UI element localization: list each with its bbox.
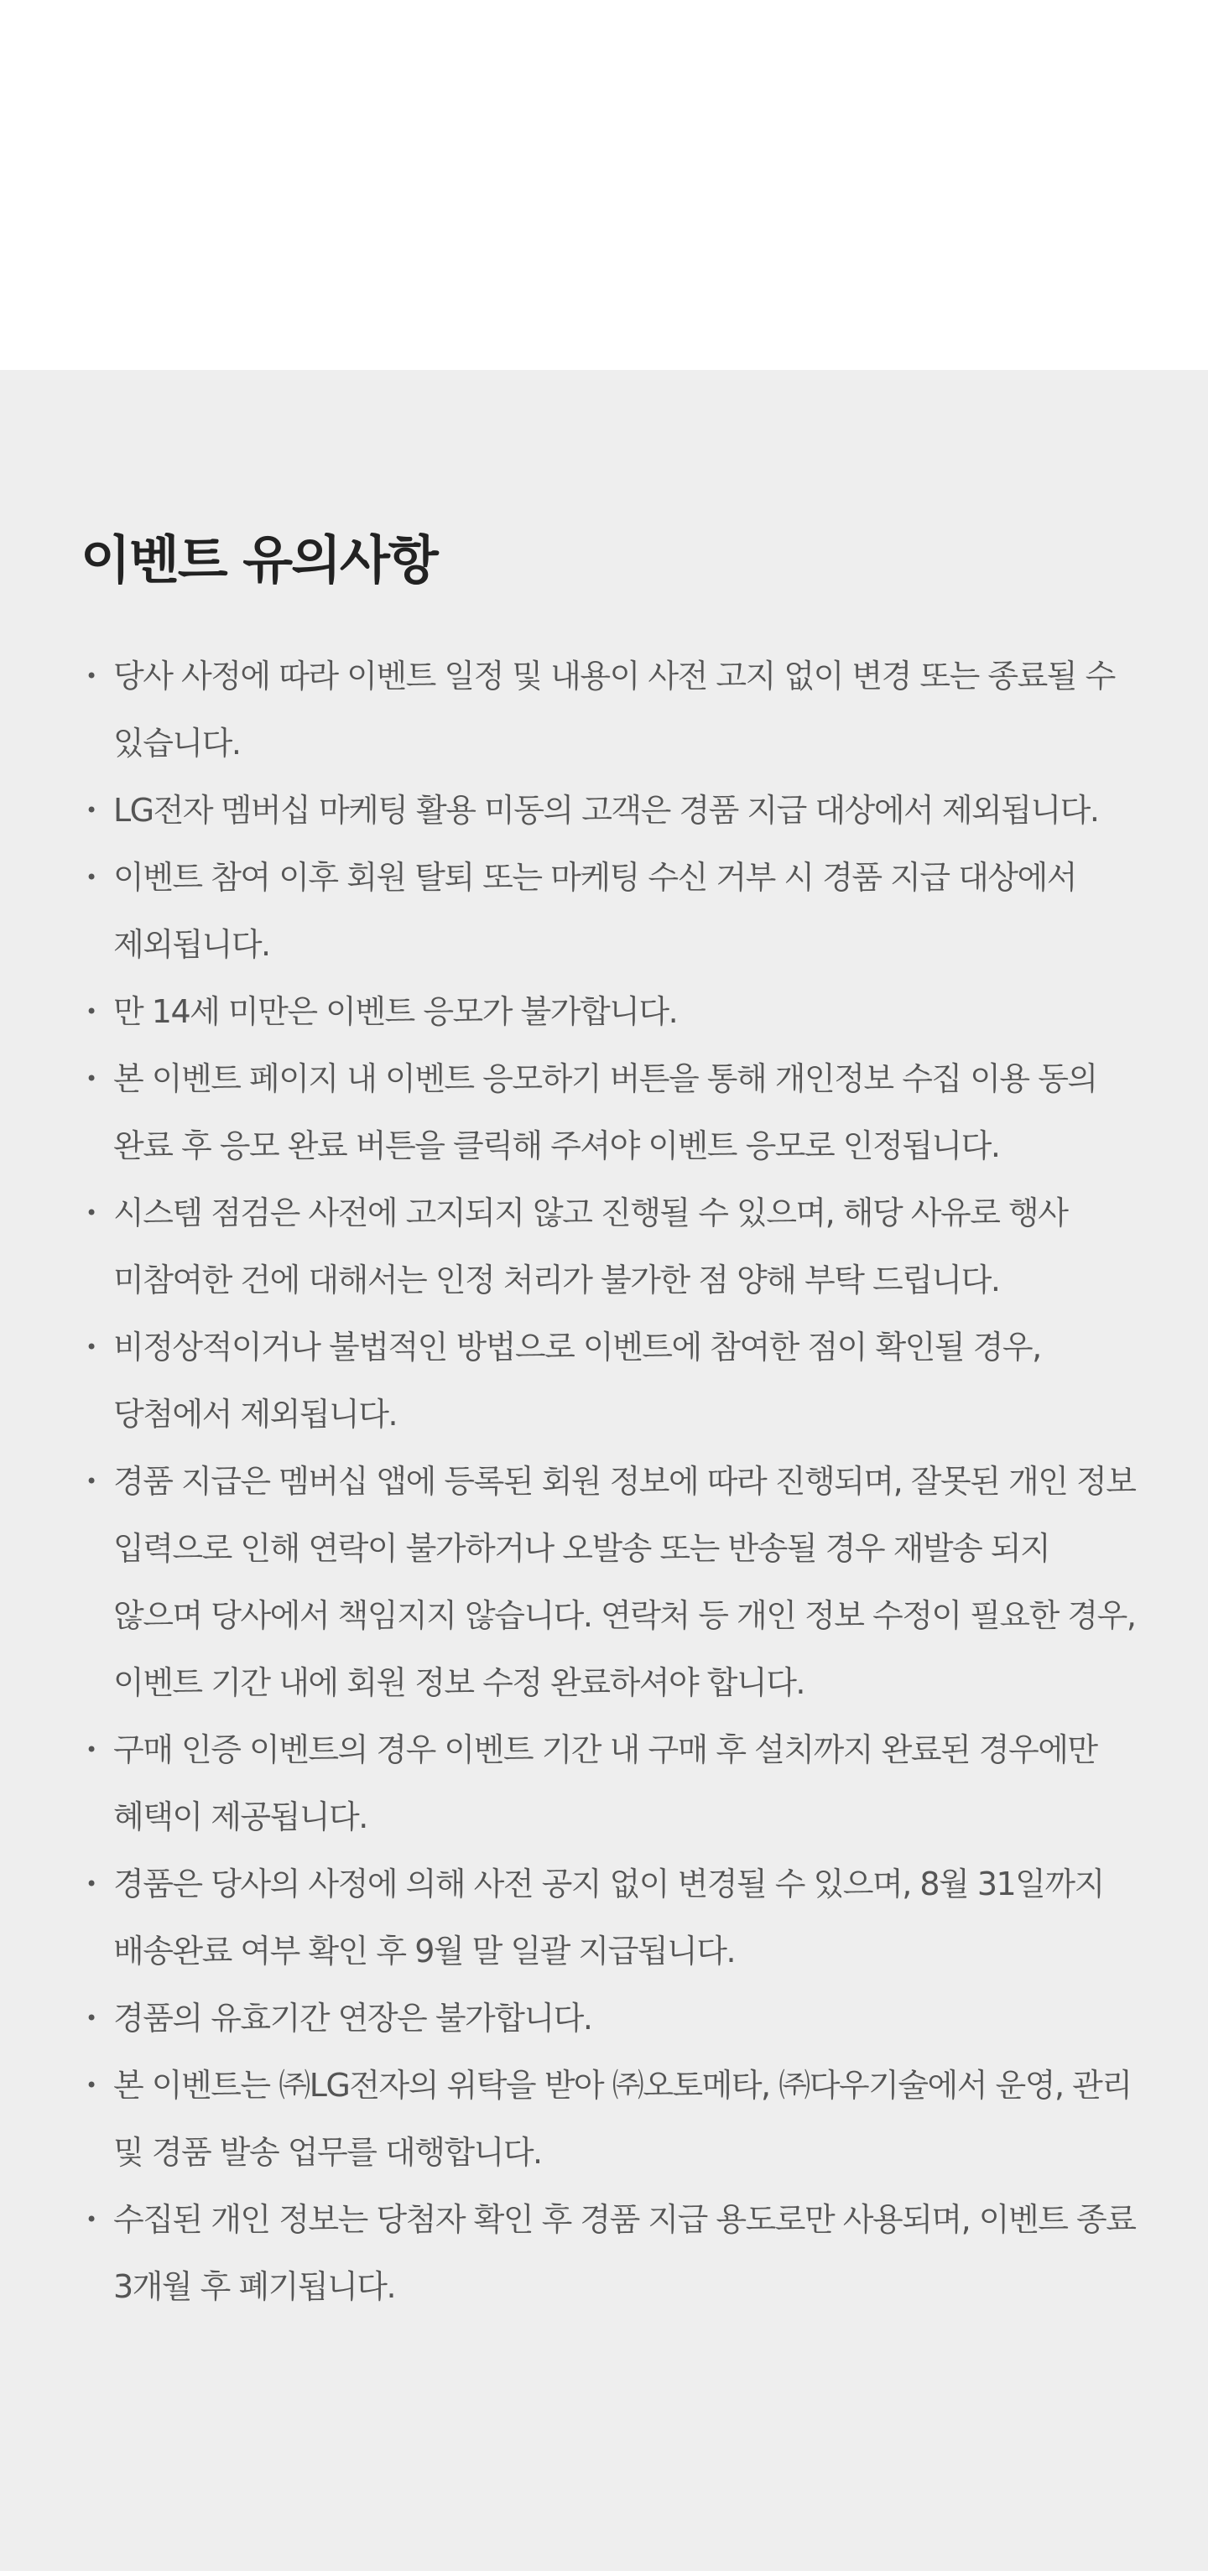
list-item (81, 844, 1138, 978)
bullet-icon: • (86, 1470, 96, 1493)
list-item (81, 1314, 1138, 1448)
list-item-text: 이벤트 참여 이후 회원 탈퇴 또는 마케팅 수신 거부 시 경품 지급 대상에서 제외됩니다. (113, 859, 1076, 963)
bullet-icon: • (86, 1872, 96, 1896)
list-item (81, 1179, 1138, 1314)
event-notice-section (0, 370, 1208, 2571)
list-item-text: 당사 사정에 따라 이벤트 일정 및 내용이 사전 고지 없이 변경 또는 종료될 수 있습니다. (113, 658, 1115, 762)
list-item-text: 본 이벤트 페이지 내 이벤트 응모하기 버튼을 통해 개인정보 수집 이용 동의 완료 후 응모 완료 버튼을 클릭해 주셔야 이벤트 응모로 인정됩니다. (113, 1060, 1097, 1164)
bullet-icon: • (86, 2208, 96, 2231)
list-item-text: 구매 인증 이벤트의 경우 이벤트 기간 내 구매 후 설치까지 완료된 경우에만 혜택이 제공됩니다. (113, 1731, 1097, 1835)
list-item-text: 수집된 개인 정보는 당첨자 확인 후 경품 지급 용도로만 사용되며, 이벤트 종료 3개월 후 폐기됩니다. (113, 2201, 1136, 2305)
list-item-text: 만 14세 미만은 이벤트 응모가 불가합니다. (113, 993, 678, 1030)
notice-list (81, 643, 1138, 2320)
list-item-text: 경품 지급은 멤버십 앱에 등록된 회원 정보에 따라 진행되며, 잘못된 개인 정보 입력으로 인해 연락이 불가하거나 오발송 또는 반송될 경우 재발송 되지 않으며 당사에서 책임지지 않습니다. 연락처 등 개인 정보 수정이 필요한 경우, 이벤트 기간 내에 회원 정보 수정 완료하셔야 합니다. (113, 1463, 1136, 1701)
bullet-icon: • (86, 2074, 96, 2097)
list-item (81, 2186, 1138, 2320)
notice-title: 이벤트 유의사항 (81, 529, 437, 591)
bullet-icon: • (86, 1000, 96, 1023)
list-item-text: 경품은 당사의 사정에 의해 사전 공지 없이 변경될 수 있으며, 8월 31일까지 배송완료 여부 확인 후 9월 말 일괄 지급됩니다. (113, 1866, 1104, 1970)
bullet-icon: • (86, 866, 96, 889)
list-item (81, 1716, 1138, 1850)
list-item (81, 1448, 1138, 1716)
list-item (81, 1850, 1138, 1985)
list-item (81, 978, 1138, 1045)
bullet-icon: • (86, 1738, 96, 1762)
list-item (81, 643, 1138, 777)
bullet-icon: • (86, 1335, 96, 1359)
list-item-text: 시스템 점검은 사전에 고지되지 않고 진행될 수 있으며, 해당 사유로 행사 미참여한 건에 대해서는 인정 처리가 불가한 점 양해 부탁 드립니다. (113, 1194, 1068, 1298)
list-item (81, 1985, 1138, 2052)
list-item (81, 1045, 1138, 1179)
bullet-icon: • (86, 664, 96, 688)
list-item (81, 2052, 1138, 2186)
bullet-icon: • (86, 1067, 96, 1090)
bullet-icon: • (86, 2006, 96, 2030)
list-item-text: 비정상적이거나 불법적인 방법으로 이벤트에 참여한 점이 확인될 경우, 당첨에서 제외됩니다. (113, 1329, 1041, 1433)
bullet-icon: • (86, 799, 96, 822)
list-item (81, 777, 1138, 844)
list-item-text: 경품의 유효기간 연장은 불가합니다. (113, 2000, 592, 2037)
list-item-text: LG전자 멤버십 마케팅 활용 미동의 고객은 경품 지급 대상에서 제외됩니다. (113, 792, 1099, 829)
bullet-icon: • (86, 1201, 96, 1225)
top-blank-area (0, 0, 1208, 370)
list-item-text: 본 이벤트는 ㈜LG전자의 위탁을 받아 ㈜오토메타, ㈜다우기술에서 운영, 관리 및 경품 발송 업무를 대행합니다. (113, 2067, 1132, 2171)
